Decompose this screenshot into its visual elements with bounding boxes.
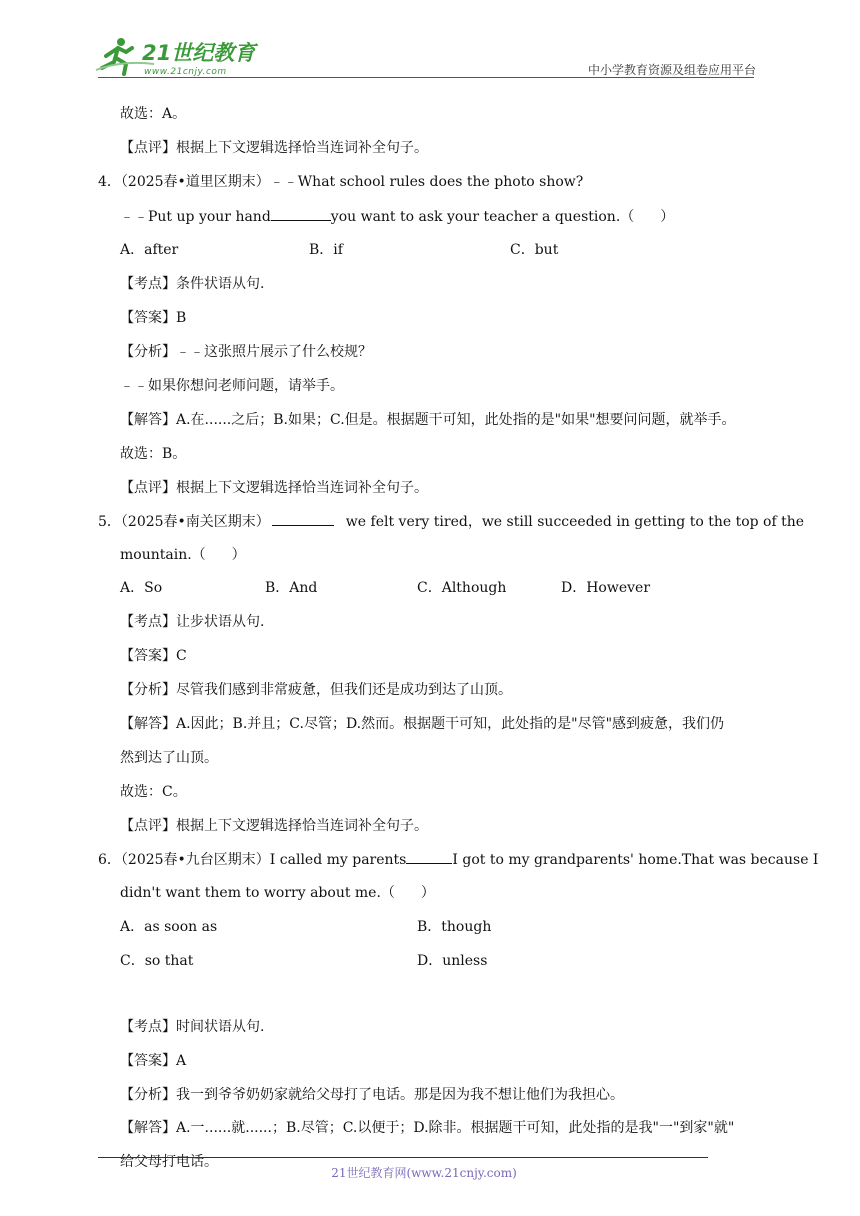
prev-review: 【点评】根据上下文逻辑选择恰当连词补全句子。 bbox=[120, 140, 428, 156]
svg-text:21世纪教育: 21世纪教育 bbox=[142, 41, 256, 65]
q5-stem-b: we felt very tired，we still succeeded in getting to the top of the bbox=[345, 514, 805, 530]
q6-stem-b: I got to my grandparents' home.That was because I bbox=[452, 852, 819, 868]
q5-option-b: B．And bbox=[265, 580, 318, 596]
q4-line2-a: ﹣﹣Put up your hand bbox=[120, 209, 271, 225]
q6-option-a: A．as soon as bbox=[120, 919, 218, 935]
q5-answer: 【答案】C bbox=[120, 648, 187, 664]
q5-stem bbox=[98, 511, 804, 532]
q6-stem-a: 6．（2025春•九台区期末）I called my parents bbox=[98, 852, 407, 868]
q6-option-c: C．so that bbox=[120, 953, 194, 969]
q5-stem-a: 5．（2025春•南关区期末） bbox=[98, 514, 270, 530]
q5-fenxi: 【分析】尽管我们感到非常疲惫，但我们还是成功到达了山顶。 bbox=[120, 682, 512, 698]
q4-option-c: C．but bbox=[510, 242, 559, 258]
q5-kaodian: 【考点】让步状语从句. bbox=[120, 614, 265, 630]
q4-stem: 4．（2025春•道里区期末）﹣﹣What school rules does the photo show? bbox=[98, 174, 584, 190]
q4-kaodian: 【考点】条件状语从句. bbox=[120, 276, 265, 292]
q6-stem-line2-end: ） bbox=[420, 885, 435, 901]
q4-fenxi-1: 【分析】﹣﹣这张照片展示了什么校规？ bbox=[120, 344, 372, 360]
q5-option-a: A．So bbox=[120, 580, 163, 596]
q5-stem-line2 bbox=[120, 545, 246, 565]
q4-fenxi-2: ﹣﹣如果你想问老师问题，请举手。 bbox=[120, 378, 344, 394]
q5-review: 【点评】根据上下文逻辑选择恰当连词补全句子。 bbox=[120, 818, 428, 834]
q6-kaodian: 【考点】时间状语从句. bbox=[120, 1019, 265, 1035]
q4-jieda: 【解答】A.在......之后；B.如果；C.但是。根据题干可知，此处指的是"如果"想要问问题，就举手。 bbox=[120, 412, 736, 428]
q6-fenxi: 【分析】我一到爷爷奶奶家就给父母打了电话。那是因为我不想让他们为我担心。 bbox=[120, 1087, 624, 1103]
q4-choice: 故选：B。 bbox=[120, 446, 187, 462]
svg-text:www.21cnjy.com: www.21cnjy.com bbox=[144, 67, 227, 77]
logo bbox=[92, 34, 262, 78]
q4-answer: 【答案】B bbox=[120, 310, 187, 326]
q6-answer: 【答案】A bbox=[120, 1053, 187, 1069]
q4-option-a: A．after bbox=[120, 242, 179, 258]
q6-stem bbox=[98, 849, 818, 870]
header-divider bbox=[98, 77, 754, 78]
footer-text: 21世纪教育网(www.21cnjy.com) bbox=[331, 1166, 517, 1180]
q5-option-c: C．Although bbox=[417, 580, 507, 596]
q5-blank bbox=[272, 511, 334, 526]
q5-stem-line2-end: ） bbox=[231, 547, 246, 563]
q6-stem-line2 bbox=[120, 883, 435, 903]
q4-review: 【点评】根据上下文逻辑选择恰当连词补全句子。 bbox=[120, 480, 428, 496]
q4-line2 bbox=[120, 206, 674, 227]
q4-blank bbox=[271, 206, 331, 221]
q5-jieda-1: 【解答】A.因此；B.并且；C.尽管；D.然而。根据题干可知，此处指的是"尽管"感到疲惫，我们仍 bbox=[120, 716, 725, 732]
q5-option-d: D．However bbox=[561, 580, 651, 596]
q6-stem-line2-text: didn't want them to worry about me.（ bbox=[120, 885, 395, 901]
q6-option-d: D．unless bbox=[417, 953, 488, 969]
page-footer bbox=[0, 1164, 860, 1181]
q6-blank bbox=[406, 849, 452, 864]
q6-option-b: B．though bbox=[417, 919, 492, 935]
q5-jieda-2: 然到达了山顶。 bbox=[120, 750, 218, 766]
q6-jieda-2: 给父母打电话。 bbox=[120, 1154, 218, 1170]
q4-option-b: B．if bbox=[309, 242, 343, 258]
q5-choice: 故选：C。 bbox=[120, 784, 187, 800]
q6-jieda-1: 【解答】A.一......就......；B.尽管；C.以便于；D.除非。根据题干可知，此处指的是我"一"到家"就" bbox=[120, 1120, 735, 1136]
footer-divider bbox=[98, 1157, 708, 1158]
q4-line2-c: ） bbox=[660, 209, 675, 225]
page-header bbox=[0, 0, 860, 80]
prev-choice: 故选：A。 bbox=[120, 106, 187, 122]
q4-line2-b: you want to ask your teacher a question.（ bbox=[330, 209, 635, 225]
q5-stem-line2-text: mountain.（ bbox=[120, 547, 206, 563]
platform-name: 中小学教育资源及组卷应用平台 bbox=[587, 63, 756, 77]
